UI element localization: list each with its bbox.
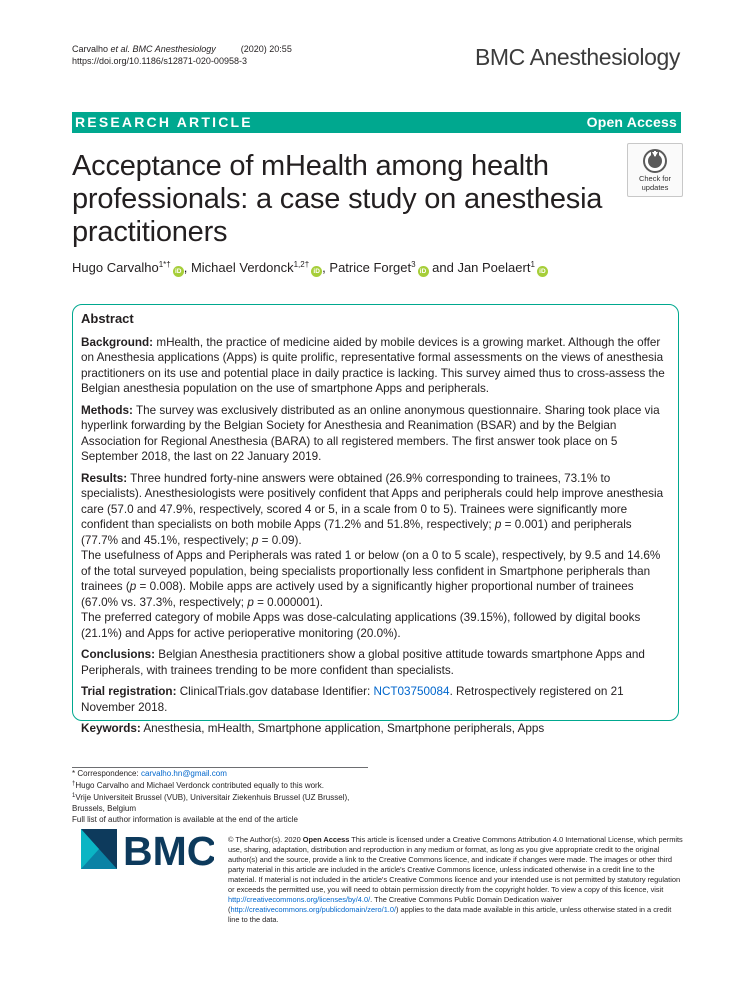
article-type-banner — [72, 112, 681, 133]
background-text: mHealth, the practice of medicine aided by mobile devices is a growing market. Although the offer on Anesthesia applications (Apps) is quite prolific, representative formal assessments on the views of anesthesia practitioners on its use and potential place in daily practice is lacking. This survey aimed thus to cross-assess the Belgian anesthesia population on the use of smartphone Apps and peripherals. — [81, 335, 665, 395]
check-updates-line2: updates — [641, 183, 669, 192]
citation-line — [72, 43, 292, 55]
citation-header — [72, 43, 292, 67]
article-type-label: RESEARCH ARTICLE — [75, 114, 253, 130]
trial-text: . Retrospectively registered on 21 November 2018. — [81, 685, 624, 714]
author-sep: and — [428, 260, 458, 275]
author-sup: 1*† — [158, 260, 171, 269]
abstract-keywords — [81, 721, 670, 737]
methods-label: Methods: — [81, 403, 133, 417]
abstract-methods — [81, 403, 670, 465]
affiliation-text: Vrije Universiteit Brussel (VUB), Universitair Ziekenhuis Brussel (UZ Brussel), Brussels, Belgium — [72, 793, 350, 813]
p-symbol: p — [251, 533, 259, 547]
open-access-label: Open Access — [586, 114, 677, 130]
orcid-icon[interactable]: iD — [418, 266, 429, 277]
footnote-sup: † — [72, 781, 76, 787]
p-symbol: p — [247, 595, 254, 609]
p-symbol: p — [494, 518, 502, 531]
abstract-results-2 — [81, 548, 670, 610]
results-text: Three hundred forty-nine answers were obtained (26.9% corresponding to trainees, 73.1% to specialists). Anesthesiologists were positively confident that Apps and peripherals could help improve anesthesia care (57.0 and 47.9%, respectively, scored 4 or 5, in a scale from 0 to 5). Trainees were significantly more confident than specialists on both mobile Apps (71.2% and 51.8%, respectively; — [81, 471, 664, 531]
keywords-text: Anesthesia, mHealth, Smartphone application, Smartphone peripherals, Apps — [143, 722, 545, 735]
journal-name: BMC Anesthesiology — [474, 44, 680, 70]
results-label: Results: — [81, 471, 128, 485]
author-name[interactable]: Patrice Forget — [329, 260, 412, 275]
check-updates-line1: Check for — [638, 174, 672, 183]
license-body: . The Creative Commons Public Domain Dedication waiver ( — [228, 895, 563, 914]
author-list — [72, 260, 548, 277]
citation-journal: et al. BMC Anesthesiology — [110, 44, 216, 54]
abstract-heading: Abstract — [81, 311, 134, 326]
author-name[interactable]: Hugo Carvalho — [72, 260, 159, 275]
license-body: ) applies to the data made available in this article, unless otherwise stated in a credit line to the data. — [228, 905, 672, 924]
conclusions-text: Belgian Anesthesia practitioners show a global positive attitude towards smartphone Apps and Peripherals, with trainees trending to be more confident than specialists. — [81, 648, 645, 677]
check-for-updates-button[interactable] — [627, 143, 683, 197]
abstract-background — [81, 335, 670, 397]
trial-link[interactable]: NCT03750084 — [373, 685, 450, 698]
license-link[interactable]: http://creativecommons.org/licenses/by/4.0/ — [228, 895, 371, 904]
abstract-trial-registration — [81, 684, 670, 715]
bmc-logo-mark — [79, 827, 214, 871]
methods-text: The survey was exclusively distributed as an online anonymous questionnaire. Sharing took place via hyperlink forwarding by the Belgian Society for Anesthesia and Reanimation (BSAR) and by the Belgian Association for Regional Anesthesia (BARA) to all registered members. The first answer took place on 5 September 2018, the last on 22 January 2019. — [81, 403, 660, 463]
full-list-note: Full list of author information is available at the end of the article — [72, 815, 298, 824]
p-symbol: p — [129, 580, 137, 593]
background-label: Background: — [81, 335, 154, 349]
citation-author: Carvalho — [72, 44, 109, 54]
article-title: Acceptance of mHealth among health professionals: a case study on anesthesia practitioners — [72, 150, 603, 248]
equal-contribution-note — [72, 779, 372, 791]
bmc-logo-text: BMC — [123, 828, 214, 871]
orcid-icon[interactable]: iD — [311, 266, 322, 277]
trial-text: ClinicalTrials.gov database Identifier: — [179, 685, 371, 698]
correspondence-label: * Correspondence: — [72, 769, 139, 778]
affiliation-note — [72, 791, 372, 814]
license-open-access: Open Access — [302, 835, 350, 844]
results-text: The preferred category of mobile Apps was dose-calculating applications (39.15%), followed by digital books (21.1%) and Apps for active perioperative monitoring (20.0%). — [81, 611, 641, 640]
conclusions-label: Conclusions: — [81, 648, 156, 661]
results-text: = 0.008). Mobile apps are actively used by a significantly higher proportional number of trainees (67.0% vs. 37.3%, respectively; — [81, 580, 634, 609]
citation-volume: (2020) 20:55 — [240, 44, 292, 54]
license-body: This article is licensed under a Creative Commons Attribution 4.0 International License, which permits use, sharing, adaptation, distribution and reproduction in any medium or format, as long as you give appropriate credit to the original author(s) and the source, provide a link to the Creative Commons licence, and indicate if changes were made. The images or other third party material in this article are included in the article's Creative Commons licence, unless indicated otherwise in a credit line to the material. If material is not included in the article's Creative Commons licence and your intended use is not permitted by statutory regulation or exceeds the permitted use, you will need to obtain permission directly from the copyright holder. To view a copy of this licence, visit — [228, 835, 683, 894]
orcid-icon[interactable]: iD — [173, 266, 184, 277]
abstract-results-3 — [81, 610, 670, 641]
author-sup: 1,2† — [293, 260, 310, 269]
equal-contribution-text: Hugo Carvalho and Michael Verdonck contributed equally to this work. — [75, 781, 324, 790]
author-sep: , — [322, 260, 330, 275]
results-text: = 0.09). — [261, 533, 302, 547]
results-text: The usefulness of Apps and Peripherals was rated 1 or below (on a 0 to 5 scale), respectively, by 9.5 and 14.6% of the total surveyed population, being specialists proportionally less confident in Smartphone peripherals than trainees ( — [81, 549, 661, 593]
abstract-results-1 — [81, 471, 670, 549]
doi-link[interactable]: https://doi.org/10.1186/s12871-020-00958-3 — [72, 56, 247, 66]
footnote-sup: 1 — [72, 793, 76, 799]
correspondence — [72, 768, 372, 779]
correspondence-email[interactable]: carvalho.hn@gmail.com — [140, 769, 227, 778]
license-text — [228, 835, 684, 925]
abstract-conclusions — [81, 647, 670, 678]
public-domain-link[interactable]: http://creativecommons.org/publicdomain/zero/1.0/ — [230, 905, 397, 914]
author-name[interactable]: Jan Poelaert — [457, 260, 531, 275]
abstract-box — [72, 304, 679, 735]
results-text: = 0.001) and peripherals (77.7% and 45.1%, respectively; — [81, 518, 632, 547]
author-sup: 3 — [411, 260, 416, 269]
author-name[interactable]: Michael Verdonck — [190, 260, 294, 275]
author-sep: , — [183, 260, 191, 275]
results-text: = 0.000001). — [257, 595, 324, 609]
author-sup: 1 — [530, 260, 535, 269]
trial-label: Trial registration: — [81, 685, 177, 698]
orcid-icon[interactable]: iD — [537, 266, 548, 277]
footnotes — [72, 768, 372, 825]
keywords-label: Keywords: — [81, 722, 141, 735]
copyright: © The Author(s). 2020 — [228, 835, 301, 844]
bmc-logo — [79, 827, 214, 871]
check-updates-icon — [642, 148, 668, 174]
